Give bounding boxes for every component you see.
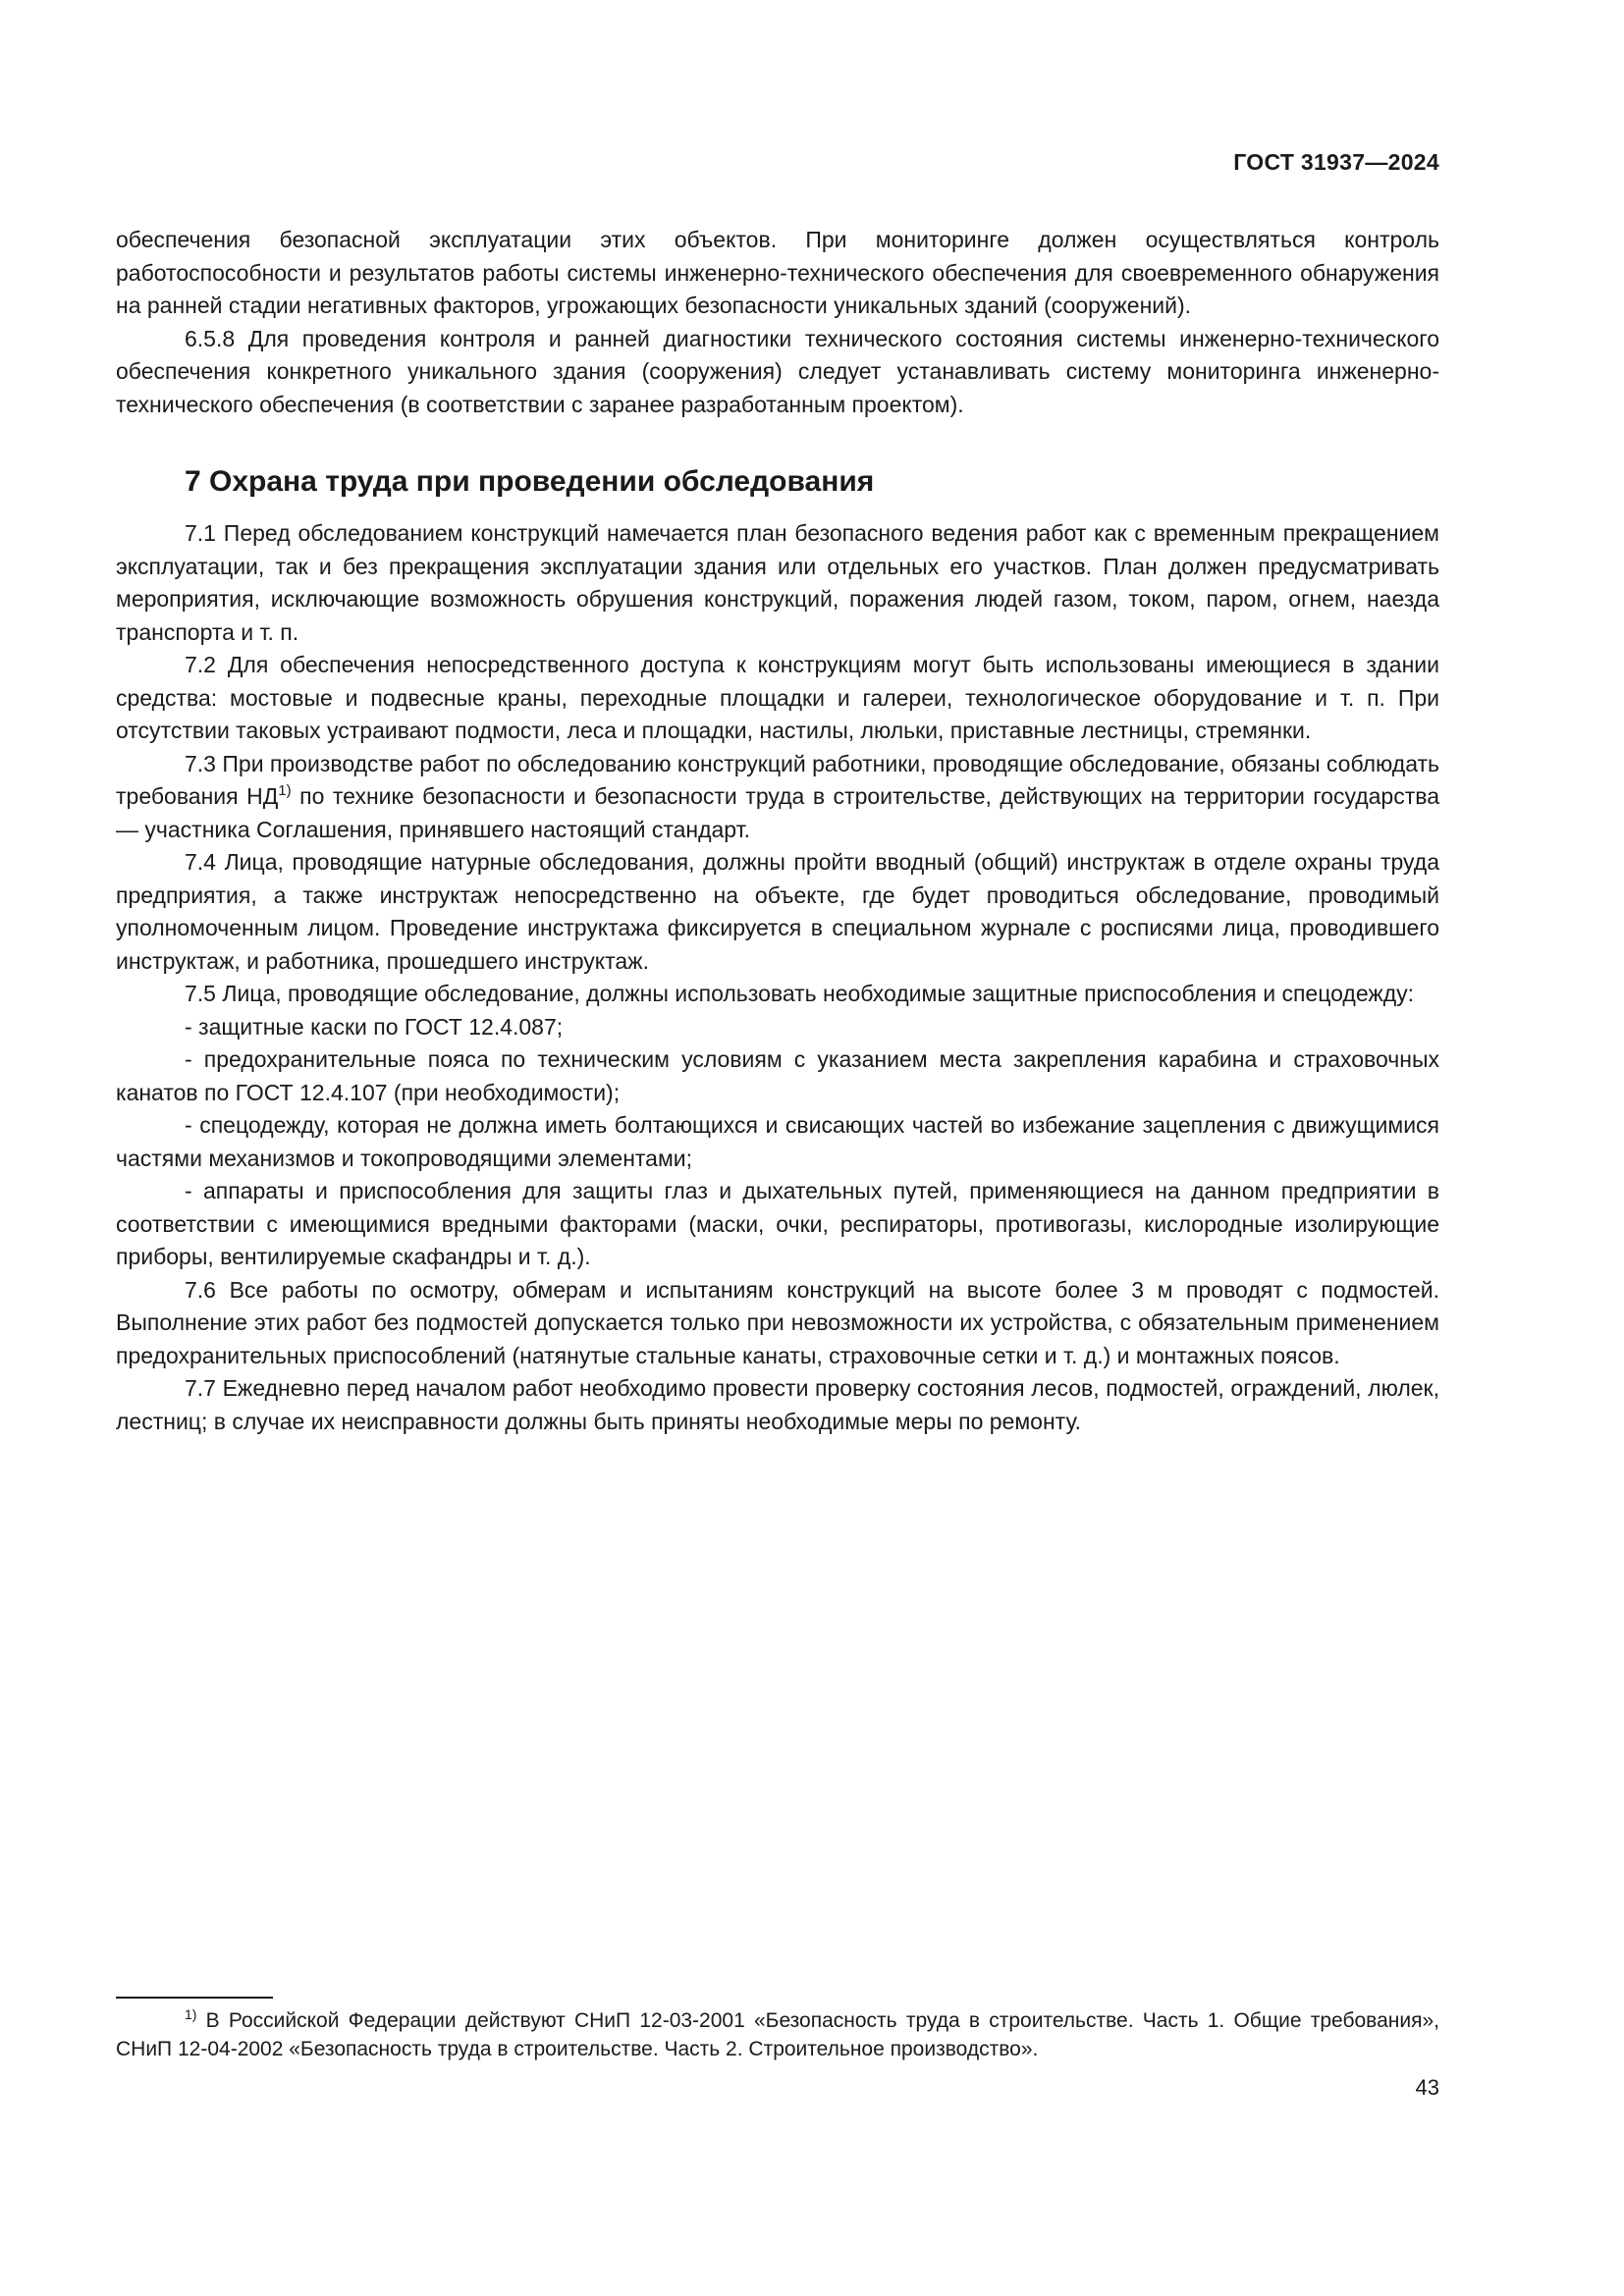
paragraph-7-2: 7.2 Для обеспечения непосредственного доступа к конструкциям могут быть использованы имеющиеся в здании средства: мостовые и подвесные краны, переходные площадки и галереи, технологическое оборудование и т. п. При отсутствии таковых устраивают подмости, леса и площадки, настилы, люльки, приставные лестницы, стремянки. [116,652,1439,743]
paragraph-7-3 [116,748,1439,847]
footnote-text: В Российской Федерации действуют СНиП 12-03-2001 «Безопасность труда в строительстве. Часть 1. Общие требования», СНиП 12-04-2002 «Безопасность труда в строительстве. Часть 2. Строительное производство». [116,2009,1439,2060]
paragraph-7-1: 7.1 Перед обследованием конструкций намечается план безопасного ведения работ как с временным прекращением эксплуатации, так и без прекращения эксплуатации здания или отдельных его участков. План должен предусматривать мероприятия, исключающие возможность обрушения конструкций, поражения людей газом, током, паром, огнем, наезда транспорта и т. п. [116,520,1439,645]
document-header-standard-id: ГОСТ 31937—2024 [1233,149,1439,175]
paragraph-7-3-text-start: 7.3 При производстве работ по обследованию конструкций работники, проводящие обследование, обязаны соблюдать требования НД [116,750,1439,809]
footnote-separator [116,1997,273,1999]
section-7-title: 7 Охрана труда при проведении обследования [185,465,875,498]
paragraph-7-6: 7.6 Все работы по осмотру, обмерам и испытаниям конструкций на высоте более 3 м проводят с подмостей. Выполнение этих работ без подмостей допускается только при невозможности их устройства, с обязательным применением предохранительных приспособлений (натянутые стальные канаты, страховочные сетки и т. д.) и монтажных поясов. [116,1276,1439,1368]
paragraph-7-5: 7.5 Лица, проводящие обследование, должны использовать необходимые защитные приспособления и спецодежду: [185,981,1415,1006]
paragraph-continuation: обеспечения безопасной эксплуатации этих объектов. При мониторинге должен осуществляться контроль работоспособности и результатов работы системы инженерно-технического обеспечения для своевременного обнаружения на ранней стадии негативных факторов, угрожающих безопасности уникальных зданий (сооружений). [116,227,1439,318]
list-item-workwear: - спецодежду, которая не должна иметь болтающихся и свисающих частей во избежание зацепления с движущимися частями механизмов и токопроводящими элементами; [116,1112,1439,1171]
footnote-reference-1: 1) [278,782,292,799]
list-item-helmets: - защитные каски по ГОСТ 12.4.087; [185,1013,564,1040]
list-item-safety-belts: - предохранительные пояса по техническим условиям с указанием места закрепления карабина и страховочных канатов по ГОСТ 12.4.107 (при необходимости); [116,1046,1439,1105]
page-number: 43 [1415,2075,1439,2100]
footnote-1 [116,2006,1439,2063]
paragraph-7-3-text-end: по технике безопасности и безопасности труда в строительстве, действующих на территории государства — участника Соглашения, принявшего настоящий стандарт. [116,783,1439,842]
document-body [116,224,1439,1438]
footnote-marker: 1) [185,2006,197,2022]
footnote [116,2006,1439,2063]
list-item-protective-devices: - аппараты и приспособления для защиты глаз и дыхательных путей, применяющиеся на данном предприятии в соответствии с имеющимися вредными факторами (маски, очки, респираторы, противогазы, кислородные изолирующие приборы, вентилируемые скафандры и т. д.). [116,1178,1439,1269]
paragraph-7-7: 7.7 Ежедневно перед началом работ необходимо провести проверку состояния лесов, подмостей, ограждений, люлек, лестниц; в случае их неисправности должны быть приняты необходимые меры по ремонту. [116,1375,1439,1434]
paragraph-6-5-8: 6.5.8 Для проведения контроля и ранней диагностики технического состояния системы инженерно-технического обеспечения конкретного уникального здания (сооружения) следует устанавливать систему мониторинга инженерно-технического обеспечения (в соответствии с заранее разработанным проектом). [116,325,1439,417]
paragraph-7-4: 7.4 Лица, проводящие натурные обследования, должны пройти вводный (общий) инструктаж в отделе охраны труда предприятия, а также инструктаж непосредственно на объекте, где будет проводиться обследование, проводимый уполномоченным лицом. Проведение инструктажа фиксируется в специальном журнале с росписями лица, проводившего инструктаж, и работника, прошедшего инструктаж. [116,849,1439,974]
